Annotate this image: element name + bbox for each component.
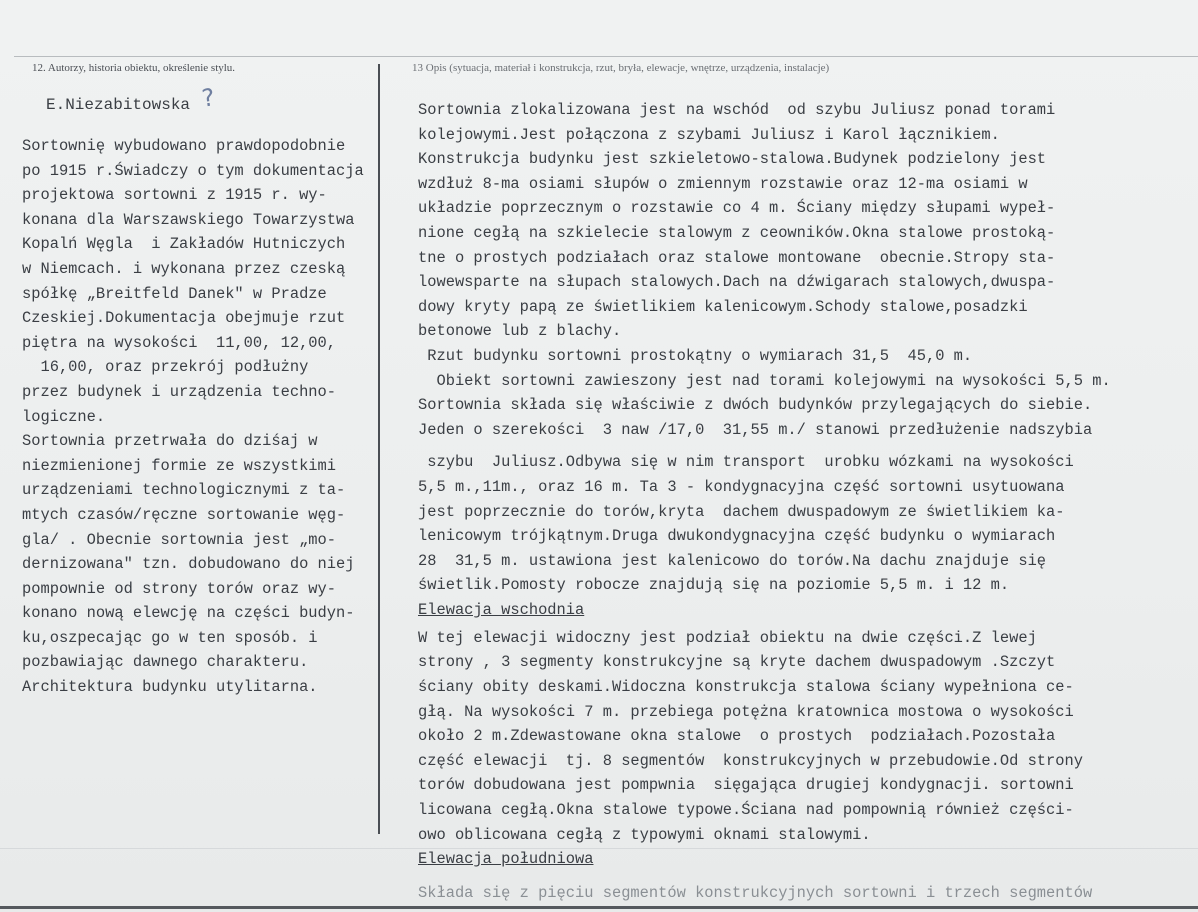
text-line: około 2 m.Zdewastowane okna stalowe o prostych podziałach.Pozostała [418,727,1056,746]
column-divider [378,64,380,834]
text-line: Składa się z pięciu segmentów konstrukcyjnych sortowni i trzech segmentów [418,884,1093,903]
text-line: ku,oszpecając go w ten sposób. i [22,628,318,647]
text-line: pozbawiając dawnego charakteru. [22,653,309,672]
text-line: Architektura budynku utylitarna. [22,678,318,697]
text-line: licowana cegłą.Okna stalowe typowe.Ściana nad pompownią również części- [418,801,1074,820]
text-line: pompownie od strony torów oraz wy- [22,579,337,598]
heading-south-elevation: Elewacja południowa [418,850,594,869]
section-13-header: 13 Opis (sytuacja, materiał i konstrukcja, rzut, bryła, elewacje, wnętrze, urządzenia, instalacje) [412,62,830,74]
text-line: niezmienionej formie ze wszystkimi [22,456,337,475]
text-line: Sortownia przetrwała do dziśaj w [22,432,318,451]
text-line: konano nową elewcję na części budyn- [22,604,355,623]
text-line: 16,00, oraz przekrój podłużny [22,358,309,377]
text-line: w Niemcach. i wykonana przez czeską [22,259,346,278]
bottom-rule [0,906,1198,909]
text-line: kolejowymi.Jest połączona z szybami Juliusz i Karol łącznikiem. [418,125,1000,144]
text-line: część elewacji tj. 8 segmentów konstrukcyjnych w przebudowie.Od strony [418,751,1083,770]
text-line: gla/ . Obecnie sortownia jest „mo- [22,530,337,549]
text-line: Czeskiej.Dokumentacja obejmuje rzut [22,309,346,328]
text-line: układzie poprzecznym o rozstawie co 4 m. Ściany między słupami wypeł- [418,199,1056,218]
text-line: jest poprzecznie do torów,kryta dachem dwuspadowym ze świetlikiem ka- [418,502,1065,521]
text-line: głą. Na wysokości 7 m. przebiega potężna kratownica mostowa o wysokości [418,702,1074,721]
heading-east-elevation: Elewacja wschodnia [418,600,585,619]
text-line: Sortownię wybudowano prawdopodobnie [22,137,346,155]
text-line: 5,5 m.,11m., oraz 16 m. Ta 3 - kondygnacyjna część sortowni usytuowana [418,477,1065,496]
text-line: piętra na wysokości 11,00, 12,00, [22,333,337,352]
text-line: owo oblicowana cegłą z typowymi oknami stalowymi. [418,825,871,844]
text-line: tne o prostych podziałach oraz stalowe montowane obecnie.Stropy sta- [418,248,1056,267]
text-line: dowy kryty papą ze świetlikiem kalenicowym.Schody stalowe,posadzki [418,297,1028,316]
text-line: lenicowym trójkątnym.Druga dwukondygnacyjna część budynku o wymiarach [418,527,1056,546]
text-line: po 1915 r.Świadczy o tym dokumentacja [22,161,364,180]
text-line: wzdłuż 8-ma osiami słupów o zmiennym rozstawie oraz 12-ma osiami w [418,174,1028,193]
text-line: torów dobudowana jest pompwnia sięgająca drugiej kondygnacji. sortowni [418,776,1074,795]
text-line: Sortownia składa się właściwie z dwóch budynków przylegających do siebie. [418,396,1093,415]
text-line: Sortownia zlokalizowana jest na wschód od szybu Juliusz ponad torami [418,101,1056,119]
text-line: dernizowana" tzn. dobudowano do niej [22,555,355,574]
text-line: betonowe lub z blachy. [418,322,622,341]
text-line: Kopalń Węgla i Zakładów Hutniczych [22,235,346,254]
text-line: ściany obity deskami.Widoczna konstrukcja stalowa ściany wypełniona ce- [418,678,1074,697]
paragraph-gap [418,442,1111,450]
text-line: mtych czasów/ręczne sortowanie węg- [22,505,346,524]
text-line: urządzeniami technologicznymi z ta- [22,481,346,500]
text-line: lowewsparte na słupach stalowych.Dach na dźwigarach stalowych,dwuspa- [418,273,1056,292]
text-line: strony , 3 segmenty konstrukcyjne są kryte dachem dwuspadowym .Szczyt [418,653,1056,672]
section-12-header: 12. Autorzy, historia obiektu, określenie stylu. [32,62,236,74]
text-line: przez budynek i urządzenia techno- [22,382,337,401]
text-line: szybu Juliusz.Odbywa się w nim transport urobku wózkami na wysokości [418,453,1074,472]
heading-south-elevation-row [418,847,1111,875]
text-line: świetlik.Pomosty robocze znajdują się na poziomie 5,5 m. i 12 m. [418,576,1010,595]
heading-east-elevation-row [418,598,1111,626]
text-line: spółkę „Breitfeld Danek" w Pradze [22,284,327,303]
header-rule [14,56,1198,57]
text-line: logiczne. [22,407,106,426]
handwritten-question-mark: ? [200,83,217,113]
text-line: 28 31,5 m. ustawiona jest kalenicowo do torów.Na dachu znajduje się [418,551,1047,570]
text-line: nione cegłą na szkielecie stalowym z ceowników.Okna stalowe prostoką- [418,223,1056,242]
text-line: W tej elewacji widoczny jest podział obiektu na dwie części.Z lewej [418,628,1037,647]
history-text [22,134,364,700]
description-text [418,98,1111,906]
text-line: Konstrukcja budynku jest szkieletowo-stalowa.Budynek podzielony jest [418,150,1047,169]
text-line: Rzut budynku sortowni prostokątny o wymiarach 31,5 45,0 m. [418,346,973,365]
text-line: Jeden o szerekości 3 naw /17,0 31,55 m./ stanowi przedłużenie nadszybia [418,420,1093,439]
text-line: konana dla Warszawskiego Towarzystwa [22,210,355,229]
text-line: Obiekt sortowni zawieszony jest nad torami kolejowymi na wysokości 5,5 m. [418,371,1111,390]
text-line: projektowa sortowni z 1915 r. wy- [22,186,327,205]
author-name: E.Niezabitowska [46,96,191,114]
